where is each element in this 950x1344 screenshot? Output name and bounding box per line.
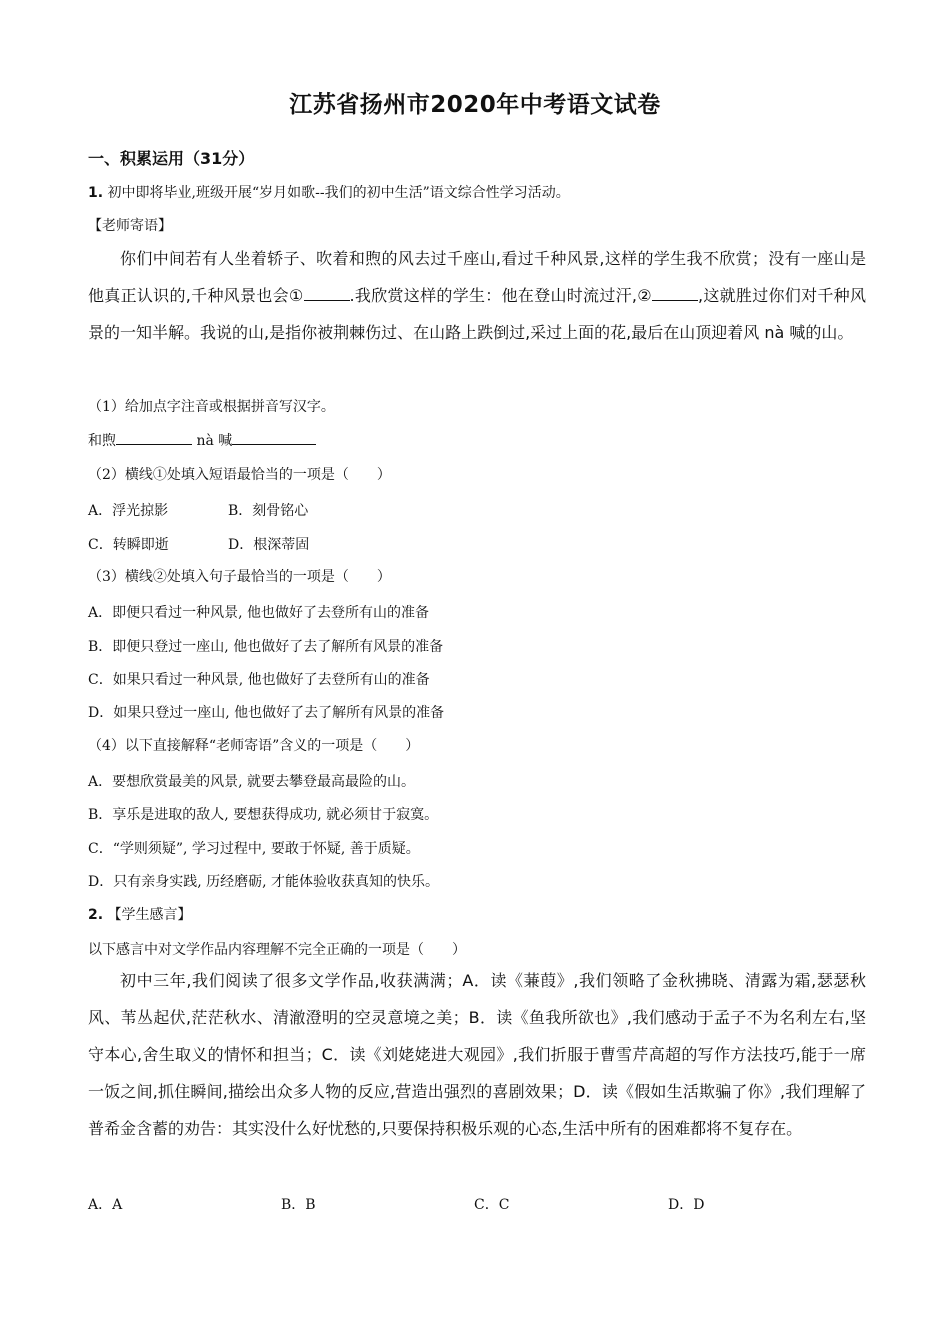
sub4-option-a: A．要想欣赏最美的风景, 就要去攀登最高最险的山。 xyxy=(88,774,416,790)
blank-2 xyxy=(652,286,698,301)
item-1-label: 和煦 xyxy=(88,433,116,449)
q2-option-a: A．A xyxy=(88,1197,123,1213)
sub3-option-b: B．即便只登过一座山, 他也做好了去了解所有风景的准备 xyxy=(88,639,444,655)
question-text: 初中即将毕业,班级开展“岁月如歌--我们的初中生活”语文综合性学习活动。 xyxy=(107,185,570,201)
teacher-passage xyxy=(88,240,866,351)
sub3-option-c: C．如果只看过一种风景, 他也做好了去登所有山的准备 xyxy=(88,672,430,688)
q2-option-c: C．C xyxy=(474,1197,510,1213)
q2-option-d: D．D xyxy=(668,1197,705,1213)
student-passage: 初中三年,我们阅读了很多文学作品,收获满满；A．读《蒹葭》,我们领略了金秋拂晓、清露为霜,瑟瑟秋风、苇丛起伏,茫茫秋水、清澈澄明的空灵意境之美；B．读《鱼我所欲也》,我们感动于孟子不为名利左右,坚守本心,舍生取义的情怀和担当；C．读《刘姥姥进大观园》,我们折服于曹雪芹高超的写作方法技巧,能于一席一饭之间,抓住瞬间,描绘出众多人物的反应,营造出强烈的喜剧效果；D．读《假如生活欺骗了你》,我们理解了普希金含蓄的劝告：其实没什么好忧愁的,只要保持积极乐观的心态,生活中所有的困难都将不复存在。 xyxy=(88,971,866,1138)
sub4-option-b: B．享乐是进取的敌人, 要想获得成功, 就必须甘于寂寞。 xyxy=(88,807,439,823)
q2-option-b: B．B xyxy=(281,1197,316,1213)
question-1-stem xyxy=(88,182,570,202)
passage-part-3: ,这就胜过你们对千种风景的一知半解。我说的山,是指你被荆棘伤过、在山路上跌倒过,采过上面的花,最后在山顶迎着风 nà 喊的山。 xyxy=(88,286,866,342)
sub4-option-d: D．只有亲身实践, 历经磨砺, 才能体验收获真知的快乐。 xyxy=(88,874,440,890)
sub3-option-a: A．即便只看过一种风景, 他也做好了去登所有山的准备 xyxy=(88,605,430,621)
blank-1 xyxy=(304,286,350,301)
answer-blank-1 xyxy=(116,430,192,445)
question-number: 1. xyxy=(88,185,104,201)
page-title: 江苏省扬州市2020年中考语文试卷 xyxy=(289,92,661,118)
question-2-stem: 以下感言中对文学作品内容理解不完全正确的一项是（ ） xyxy=(88,942,466,958)
question-label: 【学生感言】 xyxy=(107,907,192,923)
sub2-option-c: C．转瞬即逝 xyxy=(88,537,169,553)
sub4-prompt: （4）以下直接解释“老师寄语”含义的一项是（ ） xyxy=(88,738,420,754)
sub2-option-d: D．根深蒂固 xyxy=(228,537,310,553)
sub2-option-b: B．刻骨铭心 xyxy=(228,503,309,519)
sub2-prompt: （2）横线①处填入短语最恰当的一项是（ ） xyxy=(88,467,391,483)
sub3-option-d: D．如果只登过一座山, 他也做好了去了解所有风景的准备 xyxy=(88,705,445,721)
sub4-option-c: C．“学则须疑”, 学习过程中, 要敢于怀疑, 善于质疑。 xyxy=(88,841,420,857)
passage-part-1: 你们中间若有人坐着轿子、吹着和煦的风去过千座山,看过千种风景,这样的学生我不欣赏；没有一座山是他真正认识的,千种风景也会① xyxy=(88,249,866,305)
item-2-label: nà 喊 xyxy=(196,433,233,449)
question-number: 2. xyxy=(88,907,104,923)
passage-part-2: .我欣赏这样的学生：他在登山时流过汗,② xyxy=(349,286,652,305)
question-2-header xyxy=(88,904,192,924)
section-heading: 一、积累运用（31分） xyxy=(88,149,255,168)
sub3-prompt: （3）横线②处填入句子最恰当的一项是（ ） xyxy=(88,569,391,585)
sub1-prompt: （1）给加点字注音或根据拼音写汉字。 xyxy=(88,399,335,415)
teacher-label: 【老师寄语】 xyxy=(88,218,172,234)
sub2-option-a: A．浮光掠影 xyxy=(88,503,169,519)
sub1-items xyxy=(88,430,316,450)
answer-blank-2 xyxy=(232,430,316,445)
